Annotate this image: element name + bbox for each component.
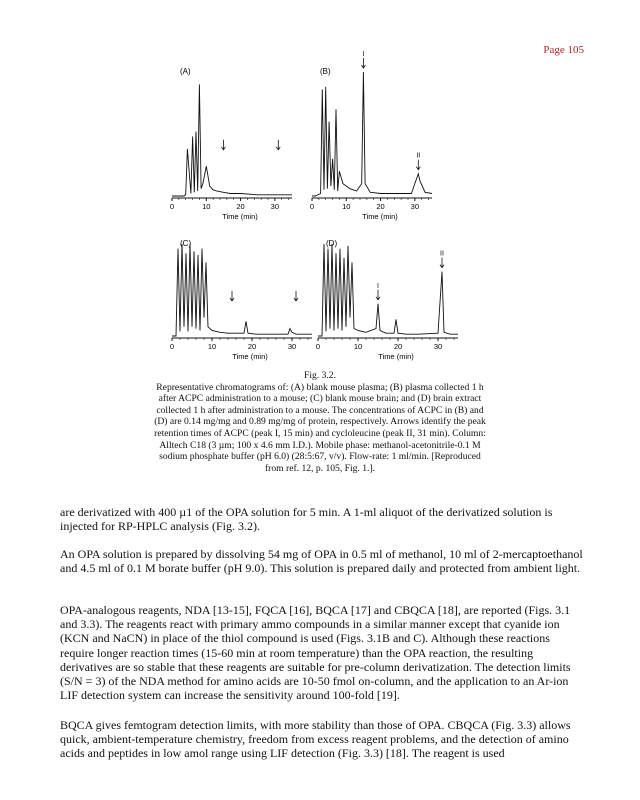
figure-caption-title: Fig. 3.2. — [304, 370, 336, 381]
peak-label-4-1: I — [377, 282, 379, 290]
chromatogram-figure — [150, 51, 490, 368]
x-tick-label: 10 — [202, 202, 211, 211]
x-tick-label: 0 — [309, 202, 315, 211]
x-tick-label: 20 — [247, 342, 257, 351]
x-tick-label: 0 — [169, 202, 175, 211]
x-tick-label: 10 — [207, 342, 217, 351]
x-tick-label: 0 — [169, 342, 175, 351]
chromatogram-trace-1 — [172, 84, 292, 196]
x-tick-label: 30 — [270, 202, 280, 211]
body-paragraph-2: An OPA solution is prepared by dissolving 54 mg of OPA in 0.5 ml of methanol, 10 ml of 2-mercaptoethanol and 4.5 ml of 0.1 M borate buffer (pH 9.0). This solution is prepared daily and protected from ambient light. — [60, 547, 583, 576]
x-tick-label: 0 — [315, 342, 321, 351]
figure-caption-body: Representative chromatograms of: (A) blank mouse plasma; (B) plasma collected 1 h after ACPC administration to a mouse; (C) blank mouse brain; and (D) brain extract collected 1 h after administration to a mouse. The concentrations of ACPC in (B) and (D) are 0.14 mg/mg and 0.89 mg/mg of protein, respectively. Arrows identify the peak retention times of ACPC (peak I, 15 min) and cycloleucine (peak II, 31 min). Column: Alltech C18 (3 µm; 100 x 4.6 mm I.D.). Mobile phase: methanol-acetonitrile-0.1 M sodium phosphate buffer (pH 6.0) (28:5:67, v/v). Flow-rate: 1 ml/min. [Reproduced from ref. 12, p. 105, Fig. 1.]. — [154, 381, 486, 474]
x-axis-label-1: Time (min) — [222, 212, 258, 221]
x-tick-label: 30 — [410, 202, 420, 211]
x-tick-label: 20 — [376, 202, 385, 211]
x-tick-label: 30 — [287, 342, 297, 351]
x-axis-label-2: Time (min) — [362, 212, 398, 221]
panel-label-2: (B) — [320, 67, 331, 76]
figure-caption — [150, 370, 490, 474]
chromatogram-trace-4 — [318, 244, 458, 336]
page-number: Page 105 — [543, 44, 584, 56]
peak-label-2-1: I — [362, 51, 365, 58]
panel-label-3: (C) — [180, 239, 192, 248]
peak-label-4-2: II — [440, 250, 444, 258]
body-paragraph-3: OPA-analogous reagents, NDA [13-15], FQCA [16], BQCA [17] and CBQCA [18], are reported (Figs. 3.1 and 3.3). The reagents react with primary ammo compounds in a similar manner except that cyanide ion (KCN and NaCN) in place of the thiol compound is used (Figs. 3.1B and C). Although these reactions require longer reaction times (15-60 min at room temperature) than the OPA reaction, the resulting derivatives are so stable that these reagents are suitable for pre-column derivatization. The detection limits (S/N = 3) of the NDA method for amino acids are 10-50 fmol on-column, and the application to an Ar-ion LIF detection system can increase the sensitivity around 100-fold [19]. — [60, 603, 571, 703]
x-tick-label: 10 — [353, 342, 363, 351]
x-tick-label: 20 — [393, 342, 403, 351]
panel-label-4: (D) — [326, 239, 338, 248]
x-tick-label: 30 — [433, 342, 443, 351]
body-paragraph-4: BQCA gives femtogram detection limits, with more stability than those of OPA. CBQCA (Fig. 3.3) allows quick, ambient-temperature chemistry, freedom from excess reagent problems, and the detection of amino acids and peptides in low amol range using LIF detection (Fig. 3.3) [18]. The reagent is used — [60, 718, 571, 761]
chromatogram-trace-2 — [312, 72, 432, 196]
chromatogram-trace-3 — [172, 244, 312, 336]
x-tick-label: 10 — [342, 202, 351, 211]
body-paragraph-1: are derivatized with 400 µ1 of the OPA solution for 5 min. A 1-ml aliquot of the derivatized solution is injected for RP-HPLC analysis (Fig. 3.2). — [60, 505, 553, 534]
x-axis-label-3: Time (min) — [232, 352, 268, 361]
peak-label-2-2: II — [416, 152, 421, 160]
x-tick-label: 20 — [236, 202, 245, 211]
x-axis-label-4: Time (min) — [378, 352, 414, 361]
panel-label-1: (A) — [180, 67, 191, 76]
